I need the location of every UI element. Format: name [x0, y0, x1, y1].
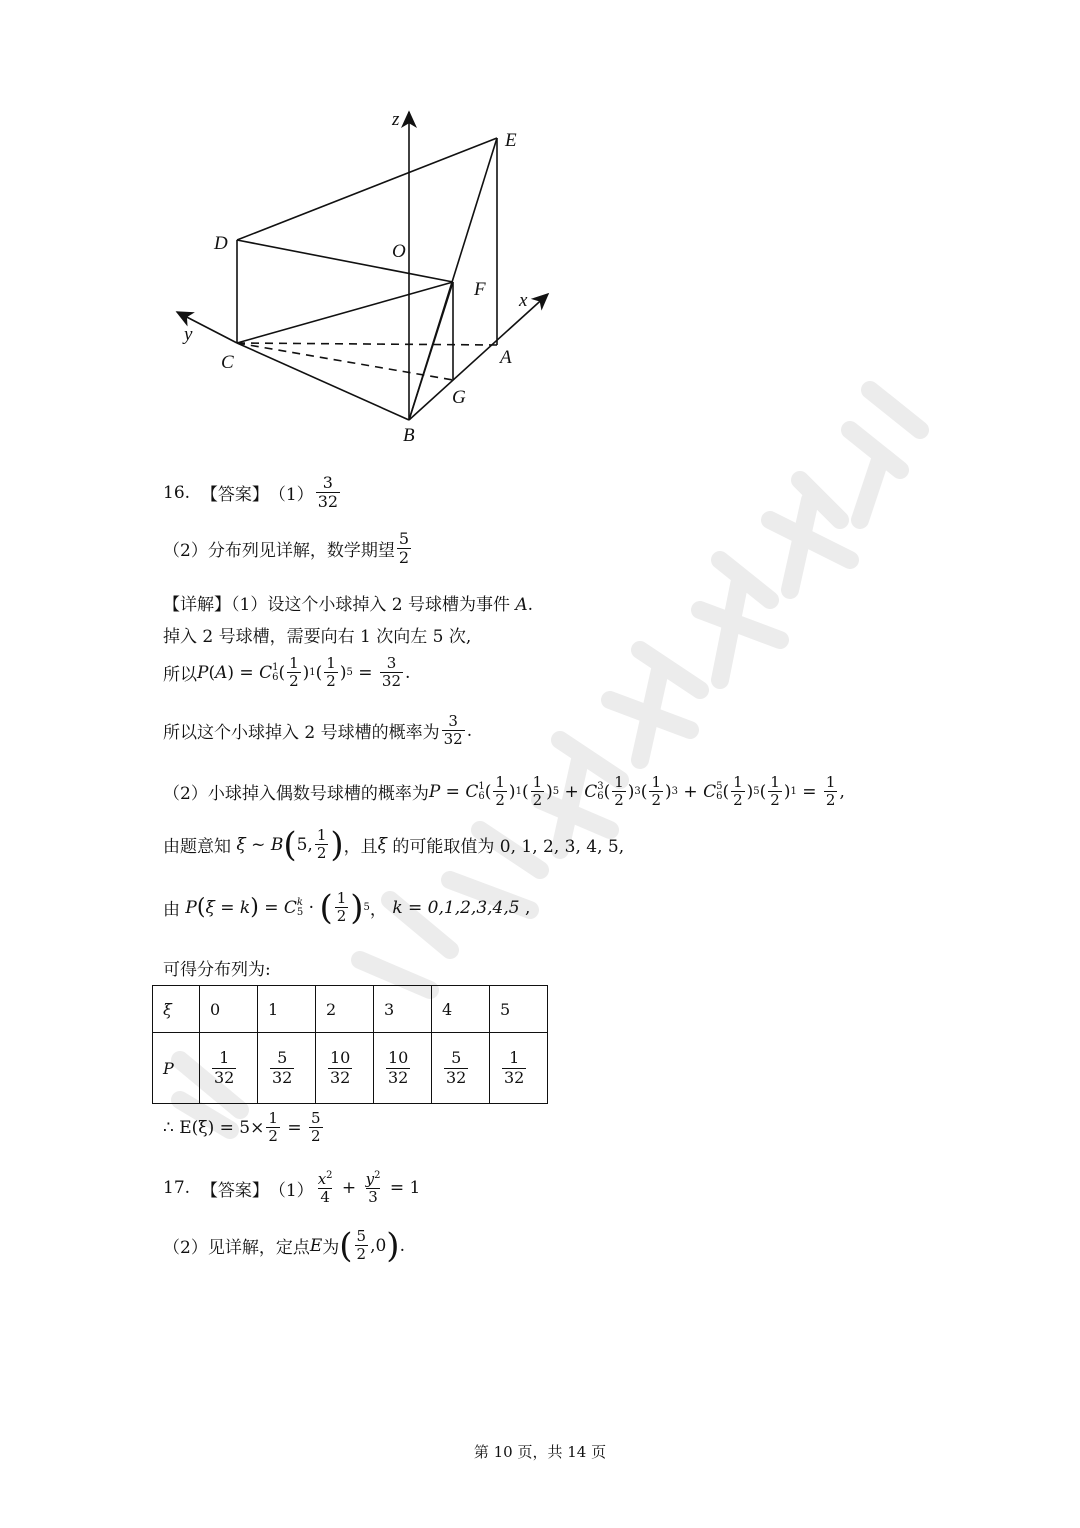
q16-detail-tag: 【详解】: [163, 595, 231, 615]
label-E: E: [505, 130, 517, 151]
q17-answer-tag: 【答案】: [200, 1180, 269, 1201]
geometry-figure: [0, 0, 1080, 460]
q16-part1-fraction: $\frac{3}{32}$: [317, 473, 339, 512]
label-O: O: [392, 241, 406, 262]
q16-line7: 由 P ( ξ = k ) = C k 5 · ( $\frac{1}{2}$ ) 5 ， k = 0,1,2,3,4,5 ,: [163, 887, 531, 928]
page-footer: 第 10 页，共 14 页: [473, 1443, 607, 1461]
q16-line2: 掉入 2 号球槽，需要向右 1 次向左 5 次,: [163, 627, 472, 647]
distribution-table: [152, 985, 548, 1104]
q17-answer-line: 17. 【答案】 （1） $\frac{x^2}{4}$ + $\frac{y^2}{3}$ = 1: [163, 1170, 421, 1207]
q16-part1-label: （1）: [268, 485, 314, 506]
table-row: P $\frac{1}{32}$ $\frac{5}{32}$ $\frac{10}{32}$ $\frac{10}{32}$ $\frac{5}{32}$ $\frac{1}{32}$: [153, 1033, 548, 1104]
q16-part2-fraction: $\frac{5}{2}$: [398, 529, 410, 568]
label-A: A: [500, 347, 512, 368]
q16-line3: 所以 P ( A ) = C 1 6 ( $\frac{1}{2}$ ) 1 ( $\frac{1}{2}$ ) 5 = $\frac{3}{32}$ .: [163, 654, 411, 691]
q16-line6: 由题意知 ξ ~ B ( 5, $\frac{1}{2}$ ) ，且 ξ 的可能取值为 0, 1, 2, 3, 4, 5,: [163, 824, 625, 865]
label-F: F: [474, 279, 486, 300]
q16-detail-line1: 【详解】（1）设这个小球掉入 2 号球槽为事件 A.: [163, 595, 534, 615]
q16-part2-text: （2）分布列见详解，数学期望: [163, 541, 395, 562]
q16-part2-line: [163, 530, 413, 568]
label-x: x: [519, 290, 528, 311]
table-row: ξ 0 1 2 3 4 5: [153, 986, 548, 1033]
label-z: z: [392, 109, 400, 130]
q16-line8: 可得分布列为:: [163, 960, 271, 980]
q16-number: 16.: [163, 482, 191, 503]
q16-answer-tag: 【答案】: [200, 485, 269, 506]
label-C: C: [221, 352, 234, 373]
q16-expectation: ∴ E(ξ) = 5× $\frac{1}{2}$ = $\frac{5}{2}$: [163, 1109, 321, 1146]
q16-answer-line: [163, 474, 342, 512]
label-G: G: [452, 387, 466, 408]
label-y: y: [184, 324, 193, 345]
label-B: B: [403, 425, 415, 446]
label-D: D: [214, 233, 228, 254]
q16-line4: 所以这个小球掉入 2 号球槽的概率为 $\frac{3}{32}$ .: [163, 712, 473, 749]
q17-part2-line: （2）见详解，定点 E 为 ( $\frac{5}{2}$ ,0 ) .: [163, 1225, 405, 1266]
q16-line5: （2）小球掉入偶数号球槽的概率为 P = C 1 6 ( $\frac{1}{2}$ ) 1 ( $\frac{1}{2}$ ) 5 + C 3 6 ( $\frac{1}{2}$ ) 3 ( $\frac{1}{2}$ ) 3 + C 5 6 ( $\frac{1}{2}$ ) 5 ( $\frac{1}{2}$ ) 1 = $\frac{1}{2}$ ,: [163, 773, 845, 810]
q17-number: 17.: [163, 1178, 191, 1199]
